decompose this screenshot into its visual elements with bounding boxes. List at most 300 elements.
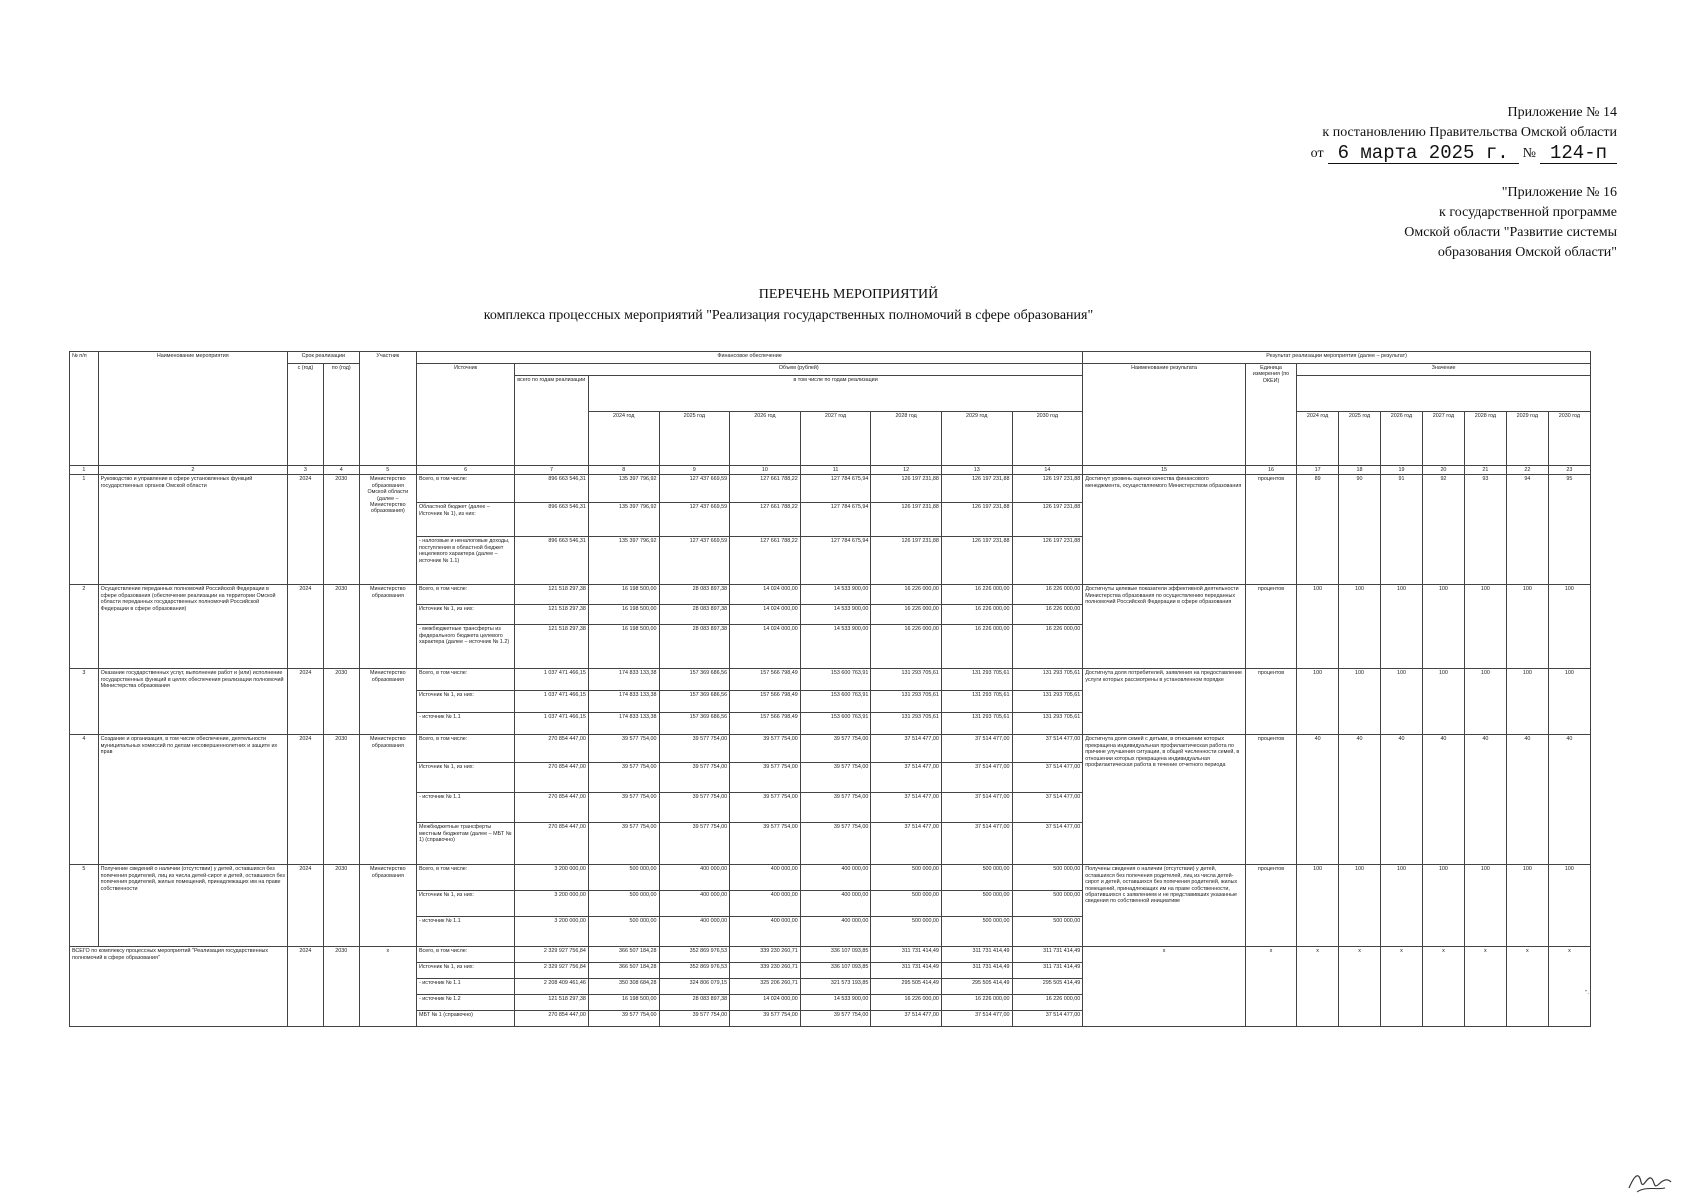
funding-source: Источник № 1, из них: <box>416 963 514 979</box>
funding-amount: 126 197 231,88 <box>871 475 942 503</box>
funding-amount: 2 329 927 756,84 <box>515 963 589 979</box>
result-value: 94 <box>1506 475 1548 585</box>
funding-amount: 14 024 000,00 <box>730 585 801 605</box>
result-value: 100 <box>1339 865 1381 947</box>
funding-amount: 16 198 500,00 <box>588 995 659 1011</box>
funding-amount: 336 107 093,85 <box>800 947 871 963</box>
appendix-16-line4: образования Омской области" <box>1437 245 1617 260</box>
column-number: 14 <box>1012 466 1083 475</box>
funding-amount: 352 869 976,53 <box>659 963 730 979</box>
measure-name: Осуществление переданных полномочий Российской Федерации в сфере образования (обеспечение реализации на территории Омской области переданных государственных полномочий Российской Федерации в сфере образования) <box>98 585 287 669</box>
appendix-16-header <box>1404 183 1617 263</box>
document-title: ПЕРЕЧЕНЬ МЕРОПРИЯТИЙ <box>758 287 939 302</box>
result-value: 40 <box>1506 735 1548 865</box>
participant: Министерство образования <box>359 669 416 735</box>
column-number: 10 <box>730 466 801 475</box>
column-number: 1 <box>70 466 99 475</box>
header-result: Результат реализации мероприятия (далее – результат) <box>1083 352 1591 364</box>
column-number: 20 <box>1422 466 1464 475</box>
header-from: с (год) <box>288 364 324 466</box>
result-value: 100 <box>1506 865 1548 947</box>
funding-source: Источник № 1, из них: <box>416 763 514 793</box>
funding-source: Всего, в том числе: <box>416 475 514 503</box>
funding-source: Межбюджетные трансферты местным бюджетам (далее – МБТ № 1) (справочно) <box>416 823 514 865</box>
table-row <box>70 735 1591 763</box>
funding-source: Всего, в том числе: <box>416 735 514 763</box>
funding-amount: 500 000,00 <box>588 917 659 947</box>
funding-amount: 131 293 705,61 <box>1012 713 1083 735</box>
funding-amount: 127 437 669,59 <box>659 475 730 503</box>
funding-amount: 126 197 231,88 <box>1012 537 1083 585</box>
header-total: всего по годам реализации <box>515 376 589 466</box>
funding-amount: 350 308 684,28 <box>588 979 659 995</box>
result-value: 100 <box>1297 865 1339 947</box>
funding-amount: 500 000,00 <box>1012 891 1083 917</box>
funding-amount: 135 397 796,92 <box>588 503 659 537</box>
funding-amount: 336 107 093,85 <box>800 963 871 979</box>
funding-amount: 157 369 686,56 <box>659 669 730 691</box>
funding-amount: 270 854 447,00 <box>515 793 589 823</box>
funding-amount: 37 514 477,00 <box>1012 823 1083 865</box>
funding-amount: 324 806 079,15 <box>659 979 730 995</box>
funding-amount: 16 226 000,00 <box>871 605 942 625</box>
funding-amount: 39 577 754,00 <box>659 793 730 823</box>
funding-amount: 339 230 260,71 <box>730 947 801 963</box>
result-value: 100 <box>1381 865 1423 947</box>
funding-amount: 28 083 897,38 <box>659 585 730 605</box>
funding-amount: 270 854 447,00 <box>515 823 589 865</box>
result-value: x <box>1506 947 1548 1027</box>
funding-amount: 126 197 231,88 <box>871 537 942 585</box>
measures-table <box>69 351 1591 1027</box>
year-header-fin: 2027 год <box>800 412 871 466</box>
funding-amount: 311 731 414,49 <box>1012 963 1083 979</box>
funding-amount: 14 533 900,00 <box>800 995 871 1011</box>
column-number: 19 <box>1381 466 1423 475</box>
year-to: 2030 <box>323 475 359 585</box>
year-header-fin: 2026 год <box>730 412 801 466</box>
funding-amount: 37 514 477,00 <box>871 793 942 823</box>
header-source: Источник <box>416 364 514 466</box>
funding-amount: 16 226 000,00 <box>941 605 1012 625</box>
funding-amount: 28 083 897,38 <box>659 605 730 625</box>
header-value: Значение <box>1297 364 1591 376</box>
year-to: 2030 <box>323 669 359 735</box>
funding-amount: 37 514 477,00 <box>941 763 1012 793</box>
result-value: 100 <box>1422 865 1464 947</box>
funding-amount: 500 000,00 <box>1012 865 1083 891</box>
result-value: 100 <box>1422 669 1464 735</box>
funding-amount: 311 731 414,49 <box>1012 947 1083 963</box>
funding-amount: 37 514 477,00 <box>1012 793 1083 823</box>
funding-amount: 39 577 754,00 <box>800 735 871 763</box>
order-date: 6 марта 2025 г. <box>1328 143 1519 164</box>
year-from: 2024 <box>288 585 324 669</box>
funding-amount: 28 083 897,38 <box>659 625 730 669</box>
funding-amount: 127 661 788,22 <box>730 503 801 537</box>
funding-amount: 131 293 705,61 <box>871 669 942 691</box>
funding-amount: 135 397 796,92 <box>588 475 659 503</box>
funding-amount: 127 784 675,94 <box>800 537 871 585</box>
funding-amount: 121 518 297,38 <box>515 585 589 605</box>
funding-amount: 39 577 754,00 <box>588 1011 659 1027</box>
participant: Министерство образования <box>359 735 416 865</box>
funding-amount: 16 226 000,00 <box>1012 625 1083 669</box>
funding-amount: 39 577 754,00 <box>730 1011 801 1027</box>
funding-source: - межбюджетные трансферты из федерального бюджета целевого характера (далее – источник № 1.2) <box>416 625 514 669</box>
result-value: 40 <box>1422 735 1464 865</box>
result-name: Получены сведения о наличии (отсутствии) у детей, оставшихся без попечения родителей, лиц из числа детей-сирот и детей, оставшихся без попечения родителей, жилых помещений, принадлежащих им на праве собственности, обратившихся с заявлением и не представивших указанные сведения по собственной инициативе <box>1083 865 1246 947</box>
funding-amount: 16 198 500,00 <box>588 585 659 605</box>
column-number: 6 <box>416 466 514 475</box>
funding-amount: 16 226 000,00 <box>871 585 942 605</box>
appendix-16-line3: Омской области "Развитие системы <box>1404 225 1617 240</box>
result-name: Достигнут уровень оценки качества финансового менеджмента, осуществляемого Министерством образования <box>1083 475 1246 585</box>
header-period: Срок реализации <box>288 352 360 364</box>
funding-amount: 500 000,00 <box>871 891 942 917</box>
funding-amount: 500 000,00 <box>871 865 942 891</box>
appendix-14-header <box>1311 103 1617 164</box>
header-volume: Объем (рублей) <box>515 364 1083 376</box>
funding-amount: 14 024 000,00 <box>730 625 801 669</box>
funding-amount: 39 577 754,00 <box>588 735 659 763</box>
result-value: 100 <box>1464 585 1506 669</box>
year-header-fin: 2028 год <box>871 412 942 466</box>
year-header-value: 2029 год <box>1506 412 1548 466</box>
funding-amount: 39 577 754,00 <box>730 793 801 823</box>
column-number: 5 <box>359 466 416 475</box>
result-unit: процентов <box>1245 865 1296 947</box>
funding-amount: 500 000,00 <box>588 865 659 891</box>
result-value: 40 <box>1297 735 1339 865</box>
funding-amount: 339 230 260,71 <box>730 963 801 979</box>
funding-amount: 37 514 477,00 <box>941 823 1012 865</box>
year-header-fin: 2025 год <box>659 412 730 466</box>
number-label: № <box>1522 146 1536 161</box>
funding-amount: 37 514 477,00 <box>941 735 1012 763</box>
result-value: 100 <box>1381 585 1423 669</box>
funding-amount: 39 577 754,00 <box>800 763 871 793</box>
year-header-value: 2026 год <box>1381 412 1423 466</box>
funding-amount: 16 198 500,00 <box>588 605 659 625</box>
funding-amount: 311 731 414,49 <box>941 947 1012 963</box>
funding-amount: 37 514 477,00 <box>1012 735 1083 763</box>
year-to: 2030 <box>323 947 359 1027</box>
table-row <box>70 669 1591 691</box>
result-name: Достигнута доля семей с детьми, в отношении которых прекращена индивидуальная профилактическая работа по причине улучшения ситуации, в общей численности семей, в отношении которых прекращена индивидуальная профилактическая работа в течение отчетного периода <box>1083 735 1246 865</box>
funding-amount: 270 854 447,00 <box>515 1011 589 1027</box>
year-header-value: 2028 год <box>1464 412 1506 466</box>
funding-amount: 39 577 754,00 <box>588 823 659 865</box>
funding-amount: 157 566 798,49 <box>730 713 801 735</box>
funding-amount: 400 000,00 <box>800 891 871 917</box>
result-unit: x <box>1245 947 1296 1027</box>
funding-source: - источник № 1.1 <box>416 917 514 947</box>
column-number: 23 <box>1548 466 1590 475</box>
funding-amount: 500 000,00 <box>588 891 659 917</box>
funding-amount: 127 784 675,94 <box>800 503 871 537</box>
header-no: № п/п <box>70 352 99 466</box>
result-unit: процентов <box>1245 669 1296 735</box>
funding-amount: 400 000,00 <box>659 891 730 917</box>
funding-amount: 16 226 000,00 <box>1012 585 1083 605</box>
funding-amount: 14 024 000,00 <box>730 605 801 625</box>
result-value: 100 <box>1297 669 1339 735</box>
year-from: 2024 <box>288 947 324 1027</box>
row-number: 2 <box>70 585 99 669</box>
total-row <box>70 947 1591 963</box>
result-value: x <box>1339 947 1381 1027</box>
funding-amount: 28 083 897,38 <box>659 995 730 1011</box>
funding-amount: 295 505 414,49 <box>871 979 942 995</box>
year-header-fin: 2029 год <box>941 412 1012 466</box>
funding-amount: 16 198 500,00 <box>588 625 659 669</box>
funding-source: Источник № 1, из них: <box>416 605 514 625</box>
funding-amount: 2 329 927 756,84 <box>515 947 589 963</box>
appendix-14-line1: Приложение № 14 <box>1507 105 1617 120</box>
measure-name: Получение сведений о наличии (отсутствии) у детей, оставшихся без попечения родителей, лиц из числа детей-сирот и детей, оставшихся без попечения родителей, жилых помещений, принадлежащих им на праве собственности <box>98 865 287 947</box>
year-from: 2024 <box>288 669 324 735</box>
funding-amount: 1 037 471 466,15 <box>515 669 589 691</box>
funding-amount: 311 731 414,49 <box>871 963 942 979</box>
year-from: 2024 <box>288 865 324 947</box>
table-row <box>70 475 1591 503</box>
funding-amount: 39 577 754,00 <box>730 763 801 793</box>
funding-amount: 311 731 414,49 <box>871 947 942 963</box>
result-value: 95 <box>1548 475 1590 585</box>
funding-source: - источник № 1.1 <box>416 793 514 823</box>
column-number: 4 <box>323 466 359 475</box>
result-value: x <box>1297 947 1339 1027</box>
year-to: 2030 <box>323 585 359 669</box>
funding-amount: 126 197 231,88 <box>941 537 1012 585</box>
funding-amount: 131 293 705,61 <box>871 713 942 735</box>
funding-source: - источник № 1.2 <box>416 995 514 1011</box>
year-header-value: 2024 год <box>1297 412 1339 466</box>
funding-amount: 270 854 447,00 <box>515 763 589 793</box>
result-value: 40 <box>1381 735 1423 865</box>
funding-amount: 157 369 686,56 <box>659 713 730 735</box>
funding-amount: 896 663 546,31 <box>515 475 589 503</box>
funding-amount: 39 577 754,00 <box>659 823 730 865</box>
funding-amount: 157 369 686,56 <box>659 691 730 713</box>
funding-amount: 896 663 546,31 <box>515 503 589 537</box>
from-label: от <box>1310 146 1324 161</box>
result-value: x <box>1422 947 1464 1027</box>
result-value: 93 <box>1464 475 1506 585</box>
funding-amount: 400 000,00 <box>730 917 801 947</box>
column-number: 2 <box>98 466 287 475</box>
result-value: 100 <box>1464 669 1506 735</box>
result-name: Достигнута доля потребителей, заявления на предоставление услуги которых рассмотрены в установленном порядке <box>1083 669 1246 735</box>
funding-amount: 39 577 754,00 <box>588 763 659 793</box>
row-number: 5 <box>70 865 99 947</box>
funding-amount: 16 226 000,00 <box>1012 995 1083 1011</box>
funding-amount: 14 533 900,00 <box>800 625 871 669</box>
funding-amount: 174 833 133,38 <box>588 669 659 691</box>
funding-amount: 157 566 798,49 <box>730 691 801 713</box>
funding-amount: 400 000,00 <box>659 917 730 947</box>
result-value: x <box>1548 947 1590 1027</box>
header-name: Наименование мероприятия <box>98 352 287 466</box>
funding-amount: 131 293 705,61 <box>941 691 1012 713</box>
funding-amount: 131 293 705,61 <box>1012 691 1083 713</box>
funding-source: - источник № 1.1 <box>416 979 514 995</box>
funding-amount: 16 226 000,00 <box>941 625 1012 669</box>
result-value: 100 <box>1548 585 1590 669</box>
funding-amount: 131 293 705,61 <box>941 713 1012 735</box>
header-by-years: в том числе по годам реализации <box>588 376 1082 412</box>
funding-amount: 366 507 184,28 <box>588 947 659 963</box>
funding-amount: 325 206 260,71 <box>730 979 801 995</box>
funding-amount: 126 197 231,88 <box>1012 503 1083 537</box>
funding-amount: 153 600 763,91 <box>800 713 871 735</box>
appendix-14-line2: к постановлению Правительства Омской области <box>1322 125 1617 140</box>
result-unit: процентов <box>1245 735 1296 865</box>
funding-source: Всего, в том числе: <box>416 669 514 691</box>
funding-amount: 39 577 754,00 <box>659 735 730 763</box>
funding-amount: 127 661 788,22 <box>730 537 801 585</box>
funding-amount: 1 037 471 466,15 <box>515 713 589 735</box>
funding-amount: 127 437 669,59 <box>659 503 730 537</box>
funding-amount: 500 000,00 <box>941 891 1012 917</box>
column-number: 12 <box>871 466 942 475</box>
funding-amount: 311 731 414,49 <box>941 963 1012 979</box>
funding-amount: 295 505 414,49 <box>1012 979 1083 995</box>
funding-amount: 37 514 477,00 <box>871 735 942 763</box>
participant: Министерство образования <box>359 865 416 947</box>
result-value: 100 <box>1339 585 1381 669</box>
funding-amount: 270 854 447,00 <box>515 735 589 763</box>
funding-amount: 121 518 297,38 <box>515 605 589 625</box>
result-value: 89 <box>1297 475 1339 585</box>
funding-amount: 126 197 231,88 <box>941 475 1012 503</box>
header-unit: Единица измерения (по ОКЕИ) <box>1245 364 1296 466</box>
funding-source: Областной бюджет (далее – Источник № 1), из них: <box>416 503 514 537</box>
funding-amount: 39 577 754,00 <box>800 823 871 865</box>
funding-amount: 3 200 000,00 <box>515 865 589 891</box>
year-header-fin: 2030 год <box>1012 412 1083 466</box>
column-number: 8 <box>588 466 659 475</box>
result-value: 100 <box>1464 865 1506 947</box>
funding-amount: 2 208 409 461,46 <box>515 979 589 995</box>
column-number: 15 <box>1083 466 1246 475</box>
row-number: 3 <box>70 669 99 735</box>
result-value: 100 <box>1297 585 1339 669</box>
funding-amount: 39 577 754,00 <box>659 1011 730 1027</box>
table-row <box>70 865 1591 891</box>
header-value-spacer <box>1297 376 1591 412</box>
funding-amount: 127 661 788,22 <box>730 475 801 503</box>
order-number: 124-п <box>1540 143 1617 164</box>
funding-amount: 16 226 000,00 <box>941 995 1012 1011</box>
funding-amount: 400 000,00 <box>800 917 871 947</box>
column-number: 18 <box>1339 466 1381 475</box>
funding-amount: 153 600 763,91 <box>800 691 871 713</box>
result-value: 40 <box>1548 735 1590 865</box>
funding-amount: 352 869 976,53 <box>659 947 730 963</box>
funding-amount: 16 226 000,00 <box>941 585 1012 605</box>
funding-amount: 1 037 471 466,15 <box>515 691 589 713</box>
funding-source: Всего, в том числе: <box>416 865 514 891</box>
funding-amount: 400 000,00 <box>659 865 730 891</box>
measure-name: Руководство и управление в сфере установленных функций государственных органов Омской области <box>98 475 287 585</box>
funding-amount: 16 226 000,00 <box>871 625 942 669</box>
funding-amount: 174 833 133,38 <box>588 691 659 713</box>
funding-amount: 3 200 000,00 <box>515 891 589 917</box>
result-value: x <box>1464 947 1506 1027</box>
column-number: 7 <box>515 466 589 475</box>
funding-amount: 127 784 675,94 <box>800 475 871 503</box>
result-value: 91 <box>1381 475 1423 585</box>
funding-amount: 37 514 477,00 <box>871 823 942 865</box>
funding-amount: 295 505 414,49 <box>941 979 1012 995</box>
header-to: по (год) <box>323 364 359 466</box>
header-result-name: Наименование результата <box>1083 364 1246 466</box>
funding-amount: 400 000,00 <box>730 891 801 917</box>
funding-amount: 500 000,00 <box>941 865 1012 891</box>
result-value: 100 <box>1548 669 1590 735</box>
funding-amount: 121 518 297,38 <box>515 625 589 669</box>
funding-amount: 37 514 477,00 <box>871 1011 942 1027</box>
funding-amount: 39 577 754,00 <box>800 793 871 823</box>
funding-amount: 37 514 477,00 <box>1012 1011 1083 1027</box>
appendix-16-line2: к государственной программе <box>1439 205 1617 220</box>
appendix-16-line1: "Приложение № 16 <box>1501 185 1617 200</box>
year-to: 2030 <box>323 735 359 865</box>
year-from: 2024 <box>288 735 324 865</box>
funding-amount: 37 514 477,00 <box>941 1011 1012 1027</box>
funding-amount: 153 600 763,91 <box>800 669 871 691</box>
funding-amount: 400 000,00 <box>730 865 801 891</box>
result-value: 100 <box>1339 669 1381 735</box>
funding-amount: 500 000,00 <box>871 917 942 947</box>
funding-amount: 16 226 000,00 <box>1012 605 1083 625</box>
funding-amount: 14 533 900,00 <box>800 605 871 625</box>
header-financing: Финансовое обеспечение <box>416 352 1082 364</box>
table-row <box>70 585 1591 605</box>
result-value: 40 <box>1339 735 1381 865</box>
year-header-fin: 2024 год <box>588 412 659 466</box>
funding-amount: 39 577 754,00 <box>800 1011 871 1027</box>
result-value: 92 <box>1422 475 1464 585</box>
result-value: 100 <box>1548 865 1590 947</box>
column-number: 11 <box>800 466 871 475</box>
result-value: 100 <box>1506 669 1548 735</box>
funding-source: - налоговые и неналоговые доходы, поступления в областной бюджет нецелевого характера (далее – источник № 1.1) <box>416 537 514 585</box>
funding-amount: 39 577 754,00 <box>730 823 801 865</box>
column-number: 3 <box>288 466 324 475</box>
row-number: 4 <box>70 735 99 865</box>
funding-amount: 16 226 000,00 <box>871 995 942 1011</box>
year-header-value: 2027 год <box>1422 412 1464 466</box>
funding-amount: 896 663 546,31 <box>515 537 589 585</box>
result-value: 100 <box>1422 585 1464 669</box>
year-header-value: 2030 год <box>1548 412 1590 466</box>
result-name: Достигнуты целевые показатели эффективной деятельности Министерства образования по осуществлению переданных полномочий Российской Федерации в сфере образования <box>1083 585 1246 669</box>
funding-amount: 157 566 798,49 <box>730 669 801 691</box>
funding-amount: 37 514 477,00 <box>1012 763 1083 793</box>
measure-name: Создание и организация, в том числе обеспечение, деятельности муниципальных комиссий по делам несовершеннолетних и защите их прав <box>98 735 287 865</box>
funding-amount: 366 507 184,28 <box>588 963 659 979</box>
participant: Министерство образования <box>359 585 416 669</box>
handwritten-signature <box>1625 1168 1675 1196</box>
document-subtitle: комплекса процессных мероприятий "Реализация государственных полномочий в сфере образования" <box>483 308 1094 323</box>
funding-amount: 131 293 705,61 <box>871 691 942 713</box>
column-number: 17 <box>1297 466 1339 475</box>
funding-amount: 14 533 900,00 <box>800 585 871 605</box>
funding-amount: 126 197 231,88 <box>941 503 1012 537</box>
